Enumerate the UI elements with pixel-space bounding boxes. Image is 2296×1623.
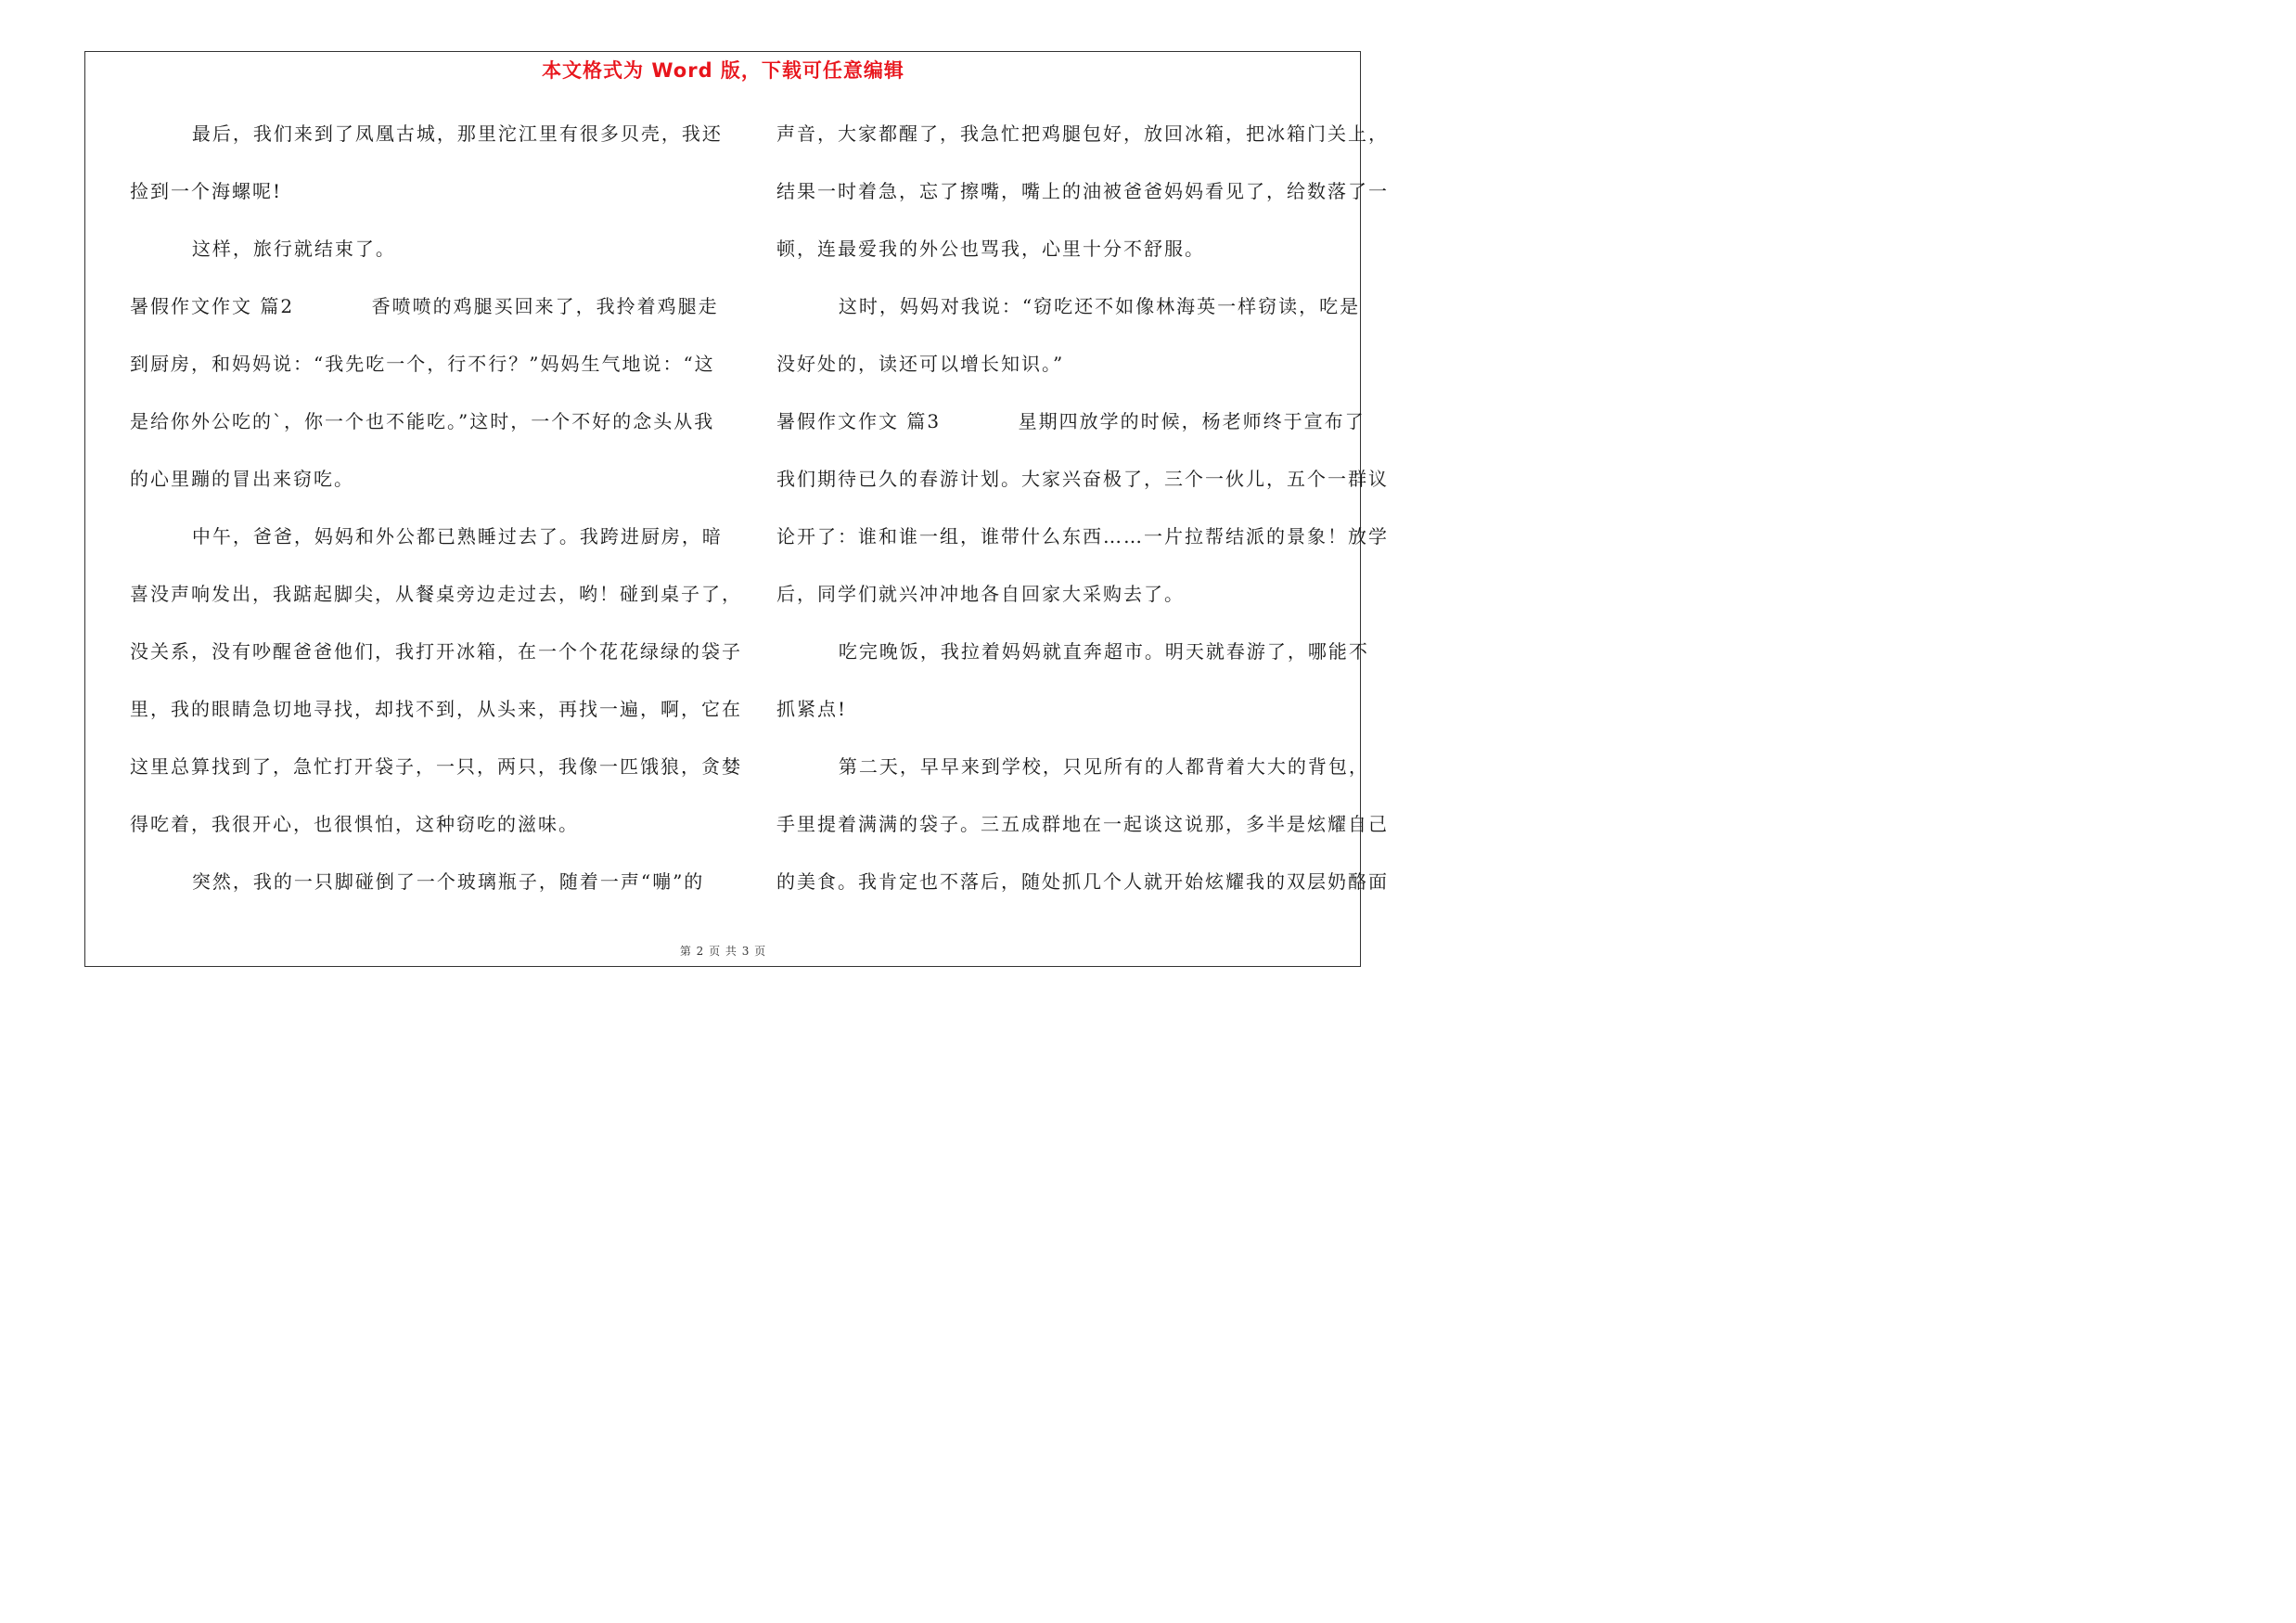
text-line: 里，我的眼睛急切地寻找，却找不到，从头来，再找一遍，啊，它在 [130, 698, 742, 720]
text-line: 抓紧点! [776, 698, 848, 720]
text-line: 的美食。我肯定也不落后，随处抓几个人就开始炫耀我的双层奶酪面 [776, 870, 1389, 893]
text-line: 到厨房，和妈妈说：“我先吃一个，行不行？”妈妈生气地说：“这 [130, 353, 715, 375]
text-line: 这里总算找到了，急忙打开袋子，一只，两只，我像一匹饿狼，贪婪 [130, 755, 742, 778]
text-line: 第二天，早早来到学校，只见所有的人都背着大大的背包， [776, 755, 1369, 778]
right-column [776, 105, 1389, 910]
text-line: 喜没声响发出，我踮起脚尖，从餐桌旁边走过去，哟！碰到桌子了， [130, 583, 742, 605]
text-line: 最后，我们来到了凤凰古城，那里沱江里有很多贝壳，我还 [130, 122, 723, 145]
text-line: 得吃着，我很开心，也很惧怕，这种窃吃的滋味。 [130, 813, 579, 835]
text-line: 后，同学们就兴冲冲地各自回家大采购去了。 [776, 583, 1185, 605]
left-column [130, 105, 742, 910]
text-line: 结果一时着急，忘了擦嘴，嘴上的油被爸爸妈妈看见了，给数落了一 [776, 180, 1389, 202]
text-line: 顿，连最爱我的外公也骂我，心里十分不舒服。 [776, 238, 1205, 260]
text-line: 没好处的，读还可以增长知识。” [776, 353, 1065, 375]
text-line: 我们期待已久的春游计划。大家兴奋极了，三个一伙儿，五个一群议 [776, 468, 1389, 490]
text-line: 手里提着满满的袋子。三五成群地在一起谈这说那，多半是炫耀自己 [776, 813, 1389, 835]
section-heading-line: 暑假作文作文 篇2 香喷喷的鸡腿买回来了，我拎着鸡腿走 [130, 295, 719, 317]
page-number-footer: 第 2 页 共 3 页 [679, 945, 767, 958]
text-line: 是给你外公吃的`，你一个也不能吃。”这时，一个不好的念头从我 [130, 410, 715, 432]
text-line: 论开了：谁和谁一组，谁带什么东西……一片拉帮结派的景象！放学 [776, 525, 1389, 547]
header-banner: 本文格式为 Word 版，下载可任意编辑 [542, 59, 904, 82]
text-line: 的心里蹦的冒出来窃吃。 [130, 468, 354, 490]
text-line: 捡到一个海螺呢! [130, 180, 283, 202]
text-line: 没关系，没有吵醒爸爸他们，我打开冰箱，在一个个花花绿绿的袋子 [130, 640, 742, 663]
text-line: 突然，我的一只脚碰倒了一个玻璃瓶子，随着一声“嘣”的 [130, 870, 705, 893]
text-line: 中午，爸爸，妈妈和外公都已熟睡过去了。我跨进厨房，暗 [130, 525, 723, 547]
text-line: 这样，旅行就结束了。 [130, 238, 396, 260]
section-heading-line: 暑假作文作文 篇3 星期四放学的时候，杨老师终于宣布了 [776, 410, 1366, 432]
text-line: 声音，大家都醒了，我急忙把鸡腿包好，放回冰箱，把冰箱门关上， [776, 122, 1389, 145]
text-line: 吃完晚饭，我拉着妈妈就直奔超市。明天就春游了，哪能不 [776, 640, 1369, 663]
text-line: 这时，妈妈对我说：“窃吃还不如像林海英一样窃读，吃是 [776, 295, 1361, 317]
